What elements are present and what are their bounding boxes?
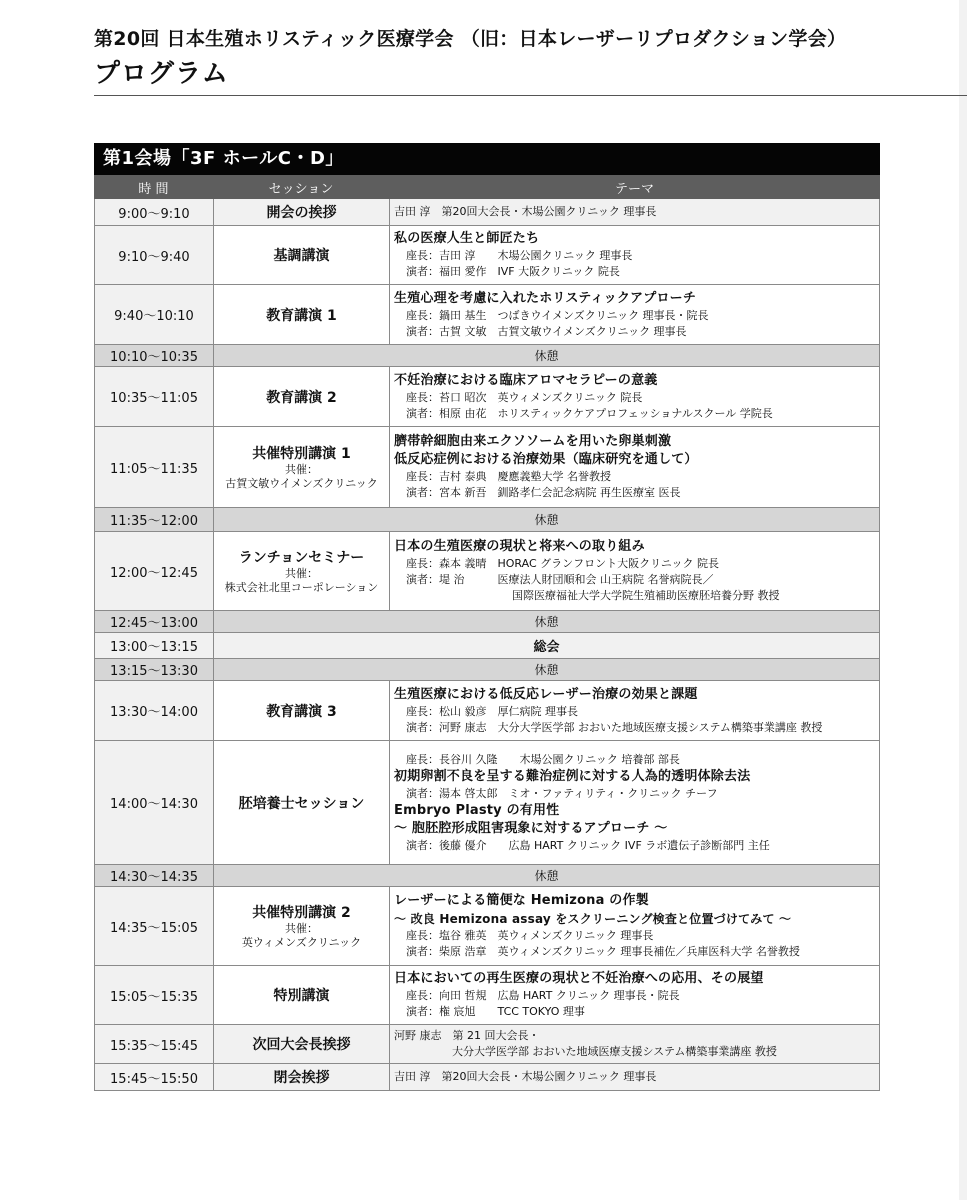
row-theme (390, 681, 879, 740)
row-session: 胚培養士セッション (214, 741, 390, 864)
talk-title: レーザーによる簡便な Hemizona の作製 (394, 893, 649, 908)
row-theme (390, 1064, 879, 1090)
speaker-line: 演者：宮本 新吾 釧路孝仁会記念病院 再生医療室 医長 (406, 486, 681, 499)
row-time: 15:35～15:45 (95, 1025, 214, 1063)
chair-line: 座長：松山 毅彦 厚仁病院 理事長 (406, 704, 578, 718)
row-session: 閉会挨拶 (214, 1064, 390, 1090)
talk-title: 不妊治療における臨床アロマセラピーの意義 (394, 372, 658, 388)
talk-title-line2: 低反応症例における治療効果（臨床研究を通して） (394, 452, 698, 467)
row-time: 13:30～14:00 (95, 681, 214, 740)
row-time: 14:30～14:35 (95, 865, 214, 886)
talk-title: 初期卵割不良を呈する難治症例に対する人為的透明体除去法 (394, 768, 751, 784)
sponsor-name: 英ウィメンズクリニック (241, 936, 362, 949)
row-session: 共催特別講演 1 共催： 古賀文敏ウイメンズクリニック (214, 427, 390, 507)
table-row (94, 345, 880, 367)
speaker-line: 演者：相原 由花 ホリスティックケアプロフェッショナルスクール 学院長 (406, 406, 773, 420)
row-time: 15:45～15:50 (95, 1064, 214, 1090)
chair-line: 座長：森本 義晴 HORAC グランフロント大阪クリニック 院長 (406, 557, 719, 570)
speaker-line: 演者：柴原 浩章 英ウィメンズクリニック 理事長補佐／兵庫医科大学 名誉教授 (406, 945, 800, 958)
table-row (94, 508, 880, 532)
talk-subtitle: ～ 胞胚腔形成阻害現象に対するアプローチ ～ (394, 820, 668, 836)
talk-title-line2: ～ 改良 Hemizona assay をスクリーニング検査と位置づけてみて ～ (394, 912, 792, 926)
speaker-line: 演者：湯本 啓太郎 ミオ・ファティリティ・クリニック チーフ (406, 786, 718, 800)
talk-title: 日本の生殖医療の現状と将来への取り組み (394, 539, 645, 554)
table-row (94, 887, 880, 966)
chair-line: 座長：長谷川 久隆 木場公園クリニック 培養部 部長 (406, 752, 680, 766)
table-row (94, 285, 880, 345)
col-header-time: 時 間 (138, 181, 169, 197)
talk-title: 臍帯幹細胞由来エクソソームを用いた卵巣刺激 (394, 434, 672, 449)
speaker-line: 演者：堤 治 医療法人財団順和会 山王病院 名誉病院長／ (406, 573, 714, 586)
col-header-theme: テーマ (614, 181, 654, 197)
break-label: 休憩 (214, 611, 879, 632)
table-row (94, 367, 880, 427)
speaker-line: 演者：古賀 文敏 古賀文敏ウイメンズクリニック 理事長 (406, 324, 687, 338)
chair-line: 座長：吉村 泰典 慶應義塾大学 名誉教授 (406, 470, 611, 483)
sponsor-label: 共催： (285, 463, 318, 476)
row-time: 10:10～10:35 (95, 345, 214, 366)
break-label: 休憩 (214, 865, 879, 886)
row-time: 15:05～15:35 (95, 966, 214, 1024)
table-row (94, 1025, 880, 1064)
table-row (94, 966, 880, 1025)
general-meeting-label: 総会 (214, 633, 879, 658)
table-row (94, 1064, 880, 1091)
page-edge-shade (959, 0, 967, 1200)
row-theme (390, 226, 879, 284)
row-time: 13:00～13:15 (95, 633, 214, 658)
row-time: 12:45～13:00 (95, 611, 214, 632)
row-time: 13:15～13:30 (95, 659, 214, 680)
table-row (94, 681, 880, 741)
chair-line: 座長：塩谷 雅英 英ウィメンズクリニック 理事長 (406, 929, 654, 942)
row-session: ランチョンセミナー 共催： 株式会社北里コーポレーション (214, 532, 390, 610)
sponsor-label: 共催： (285, 922, 318, 935)
schedule-table (94, 143, 880, 1091)
chair-line: 座長：苔口 昭次 英ウィメンズクリニック 院長 (406, 390, 643, 404)
venue-heading: 第1会場「3F ホールC・D」 (94, 143, 880, 175)
break-label: 休憩 (214, 659, 879, 680)
speaker-line: 吉田 淳 第20回大会長・木場公園クリニック 理事長 (394, 205, 657, 218)
break-label: 休憩 (214, 345, 879, 366)
talk-title: Embryo Plasty の有用性 (394, 802, 560, 818)
speaker-line: 吉田 淳 第20回大会長・木場公園クリニック 理事長 (394, 1070, 657, 1083)
page-header (94, 26, 967, 92)
table-row (94, 199, 880, 226)
row-theme (390, 199, 879, 225)
table-row (94, 865, 880, 887)
chair-line: 座長：向田 哲規 広島 HART クリニック 理事長・院長 (406, 989, 680, 1002)
talk-title: 生殖医療における低反応レーザー治療の効果と課題 (394, 686, 698, 702)
table-row (94, 427, 880, 508)
talk-title: 日本においての再生医療の現状と不妊治療への応用、その展望 (394, 971, 764, 986)
row-time: 12:00～12:45 (95, 532, 214, 610)
row-time: 14:35～15:05 (95, 887, 214, 965)
row-theme (390, 966, 879, 1024)
speaker-line: 河野 康志 第 21 回大会長・ (394, 1029, 540, 1042)
break-label: 休憩 (214, 508, 879, 531)
row-theme (390, 367, 879, 426)
row-session: 開会の挨拶 (214, 199, 390, 225)
row-time: 9:00～9:10 (95, 199, 214, 225)
speaker-line: 演者：権 宸旭 TCC TOKYO 理事 (406, 1005, 585, 1018)
sponsor-name: 古賀文敏ウイメンズクリニック (225, 477, 378, 490)
row-time: 11:35～12:00 (95, 508, 214, 531)
row-session: 基調講演 (214, 226, 390, 284)
row-session: 共催特別講演 2 共催： 英ウィメンズクリニック (214, 887, 390, 965)
speaker-affiliation-cont: 国際医療福祉大学大学院生殖補助医療胚培養分野 教授 (512, 589, 780, 602)
row-theme (390, 285, 879, 344)
table-header-row (94, 175, 880, 199)
sponsor-name: 株式会社北里コーポレーション (224, 581, 379, 594)
table-row (94, 741, 880, 865)
row-session: 特別講演 (214, 966, 390, 1024)
row-time: 11:05～11:35 (95, 427, 214, 507)
row-session: 教育講演 1 (214, 285, 390, 344)
row-session: 教育講演 2 (214, 367, 390, 426)
header-divider (94, 95, 967, 96)
row-theme (390, 427, 879, 507)
page-title: プログラム (94, 59, 229, 89)
speaker-line: 演者：福田 愛作 IVF 大阪クリニック 院長 (406, 265, 620, 278)
talk-title: 私の医療人生と師匠たち (394, 231, 540, 246)
row-theme (390, 532, 879, 610)
row-time: 9:10～9:40 (95, 226, 214, 284)
row-theme (390, 741, 879, 864)
table-row (94, 659, 880, 681)
row-session: 次回大会長挨拶 (214, 1025, 390, 1063)
table-row (94, 532, 880, 611)
row-time: 14:00～14:30 (95, 741, 214, 864)
speaker-affiliation-cont: 大分大学医学部 おおいた地域医療支援システム構築事業講座 教授 (452, 1045, 777, 1058)
speaker-line: 演者：後藤 優介 広島 HART クリニック IVF ラボ遺伝子診断部門 主任 (406, 838, 770, 852)
row-time: 10:35～11:05 (95, 367, 214, 426)
chair-line: 座長：鍋田 基生 つばきウイメンズクリニック 理事長・院長 (406, 308, 709, 322)
chair-line: 座長：吉田 淳 木場公園クリニック 理事長 (406, 249, 633, 262)
sponsor-label: 共催： (285, 567, 318, 580)
row-theme (390, 1025, 879, 1063)
table-row (94, 633, 880, 659)
table-row (94, 611, 880, 633)
conference-title: 第20回 日本生殖ホリスティック医療学会 （旧：日本レーザーリプロダクション学会） (94, 28, 847, 50)
col-header-session: セッション (268, 181, 334, 197)
row-theme (390, 887, 879, 965)
talk-title: 生殖心理を考慮に入れたホリスティックアプローチ (394, 290, 697, 306)
speaker-line: 演者：河野 康志 大分大学医学部 おおいた地域医療支援システム構築事業講座 教授 (406, 720, 823, 734)
table-row (94, 226, 880, 285)
row-session: 教育講演 3 (214, 681, 390, 740)
row-time: 9:40～10:10 (95, 285, 214, 344)
